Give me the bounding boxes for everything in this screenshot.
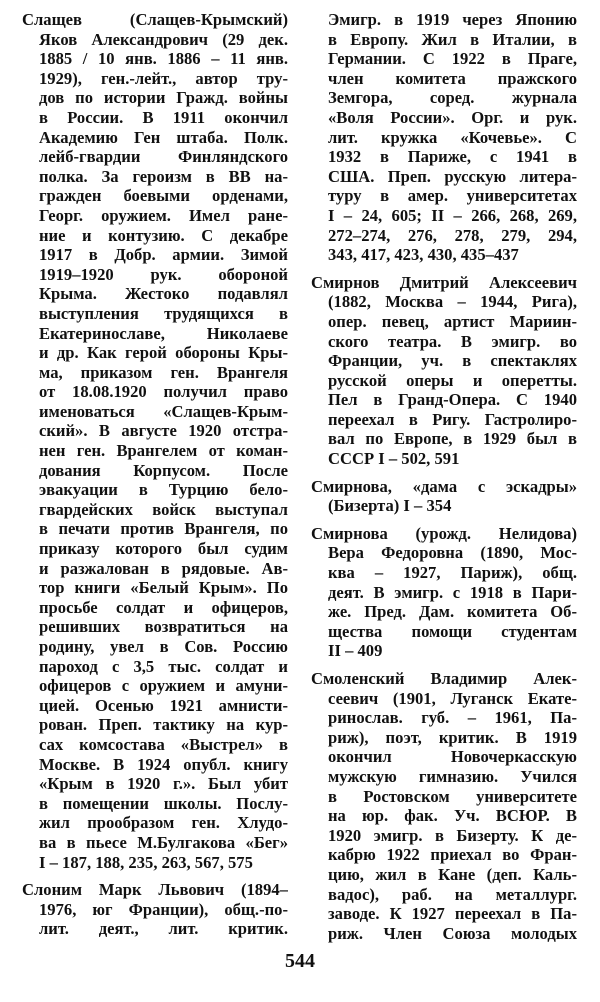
entry-text-line: риж), поэт, критик. В 1919 <box>328 727 577 747</box>
entry-text-line: просьбе солдат и офицеров, <box>39 597 288 617</box>
entry-text-line: пароход с 3,5 тыс. солдат и <box>39 656 288 676</box>
entry-text-line: нен ген. Врангелем от коман- <box>39 441 288 461</box>
entry-text-line: член комитета пражского <box>328 68 577 88</box>
entry-text-line: цией. Осенью 1921 амнисти- <box>39 695 288 715</box>
entry-heading-line: Смирнов Дмитрий Алексеевич <box>311 272 577 292</box>
entry-text-line: Яков Александрович (29 дек. <box>39 29 288 49</box>
entry-text-line: I – 24, 605; II – 266, 268, 269, <box>328 205 577 225</box>
entry-text-line: 1919–1920 рук. обороной <box>39 264 288 284</box>
right-column <box>311 10 577 951</box>
entry-text-line: в Ростовском университете <box>328 786 577 806</box>
entry-heading-line: Слащев (Слащев-Крымский) <box>22 10 288 29</box>
entry-text-line: 1917 в Добр. армии. Зимой <box>39 245 288 265</box>
entry-text-line: русской оперы и оперетты. <box>328 370 577 390</box>
entry-text-line: 1929), ген.-лейт., автор тру- <box>39 68 288 88</box>
entry-text-line: деят. В эмигр. с 1918 в Пари- <box>328 582 577 602</box>
entry-text-line: дования Корпусом. После <box>39 460 288 480</box>
entry-text-line: рован. Преп. тактику на кур- <box>39 715 288 735</box>
entry-text-line: решивших возвратиться на <box>39 617 288 637</box>
entry-text-line: II – 409 <box>328 641 383 661</box>
entry-text-line: мужскую гимназию. Учился <box>328 766 577 786</box>
entry-text-line: кабрю 1922 приехал во Фран- <box>328 845 577 865</box>
entry-text-line: Москве. В 1924 опубл. книгу <box>39 754 288 774</box>
entry-text-line: дов по истории Гражд. войны <box>39 88 288 108</box>
entry-text-line: ский». В августе 1920 отстра- <box>39 421 288 441</box>
entry-text-line: 343, 417, 423, 430, 435–437 <box>328 245 519 265</box>
entry-text-line: риж. Член Союза молодых <box>328 923 577 943</box>
entry-text-line: щества помощи студентам <box>328 621 577 641</box>
entry-text-line: вадос), раб. на металлург. <box>328 884 577 904</box>
entry-text-line: туру в амер. университетах <box>328 186 577 206</box>
page-number: 544 <box>285 950 315 972</box>
entry-text-line: на юр. фак. Уч. ВСЮР. В <box>328 806 577 826</box>
entry-text-line: в России. В 1911 окончил <box>39 107 288 127</box>
entry-text-line: заводе. К 1927 переехал в Па- <box>328 904 577 924</box>
entry-text-line: «Воля России». Орг. и рук. <box>328 107 577 127</box>
entry-text-line: 1932 в Париже, с 1941 в <box>328 147 577 167</box>
entry-text-line: Эмигр. в 1919 через Японию <box>328 10 577 29</box>
entry-text-line: Георг. оружием. Имел ране- <box>39 205 288 225</box>
entry-text-line: эвакуации в Турцию бело- <box>39 480 288 500</box>
entry-text-line: окончил Новочеркасскую <box>328 747 577 767</box>
entry-text-line: и разжалован в рядовые. Ав- <box>39 558 288 578</box>
entry-text-line: 1920 эмигр. в Бизерту. К де- <box>328 825 577 845</box>
entry-text-line: гражден боевыми орденами, <box>39 186 288 206</box>
entry-text-line: лит. деят., лит. критик. <box>39 919 288 939</box>
entry-text-line: сах комсостава «Выстрел» в <box>39 734 288 754</box>
dictionary-entry <box>311 669 577 943</box>
entry-text-line: в печати против Врангеля, по <box>39 519 288 539</box>
entry-text-line: (Бизерта) I – 354 <box>328 496 452 516</box>
entry-text-line: 272–274, 276, 278, 279, 294, <box>328 225 577 245</box>
entry-text-line: и др. Как герой обороны Кры- <box>39 343 288 363</box>
entry-heading-line: Смоленский Владимир Алек- <box>311 669 577 688</box>
entry-text-line: офицеров с оружием и амуни- <box>39 676 288 696</box>
entry-text-line: жил прообразом ген. Хлудо- <box>39 813 288 833</box>
entry-text-line: Германии. С 1922 в Праге, <box>328 49 577 69</box>
entry-text-line: ма, приказом ген. Врангеля <box>39 362 288 382</box>
entry-text-line: Земгора, соред. журнала <box>328 88 577 108</box>
entry-text-line: гвардейских войск выступал <box>39 499 288 519</box>
entry-text-line: (1882, Москва – 1944, Рига), <box>328 292 577 312</box>
entry-text-line: США. Преп. русскую литера- <box>328 166 577 186</box>
entry-text-line: в Европу. Жил в Италии, в <box>328 29 577 49</box>
entry-heading-line: Смирнова (урожд. Нелидова) <box>311 523 577 543</box>
entry-text-line: Вера Федоровна (1890, Мос- <box>328 543 577 563</box>
entry-text-line: I – 187, 188, 235, 263, 567, 575 <box>39 852 253 872</box>
entry-text-line: лит. кружка «Кочевье». С <box>328 127 577 147</box>
entry-text-line: ние и контузию. С декабре <box>39 225 288 245</box>
entry-text-line: сеевич (1901, Луганск Екате- <box>328 688 577 708</box>
dictionary-entry <box>311 10 577 265</box>
entry-text-line: ва в пьесе М.Булгакова «Бег» <box>39 832 288 852</box>
entry-text-line: 1885 / 10 янв. 1886 – 11 янв. <box>39 49 288 69</box>
dictionary-entry <box>311 273 577 469</box>
entry-text-line: ского театра. В эмигр. во <box>328 331 577 351</box>
entry-heading-line: Слоним Марк Львович (1894– <box>22 880 288 900</box>
entry-text-line: от 18.08.1920 получил право <box>39 382 288 402</box>
entry-text-line: Екатеринославе, Николаеве <box>39 323 288 343</box>
entry-text-line: вал по Европе, в 1929 был в <box>328 429 577 449</box>
entry-text-line: выступления трудящихся в <box>39 303 288 323</box>
entry-text-line: переехал в Ригу. Гастролиро- <box>328 409 577 429</box>
entry-text-line: лейб-гвардии Финляндского <box>39 147 288 167</box>
entry-text-line: в помещении школы. Послу- <box>39 793 288 813</box>
entry-text-line: приказу которого был судим <box>39 539 288 559</box>
entry-text-line: же. Пред. Дам. комитета Об- <box>328 602 577 622</box>
entry-text-line: Крыма. Жестоко подавлял <box>39 284 288 304</box>
entry-text-line: тор книги «Белый Крым». По <box>39 578 288 598</box>
dictionary-entry <box>311 477 577 516</box>
left-column <box>22 10 288 947</box>
entry-text-line: опер. певец, артист Мариин- <box>328 311 577 331</box>
entry-text-line: Академию Ген штаба. Полк. <box>39 127 288 147</box>
dictionary-entry <box>22 880 288 939</box>
entry-text-line: именоваться «Слащев-Крым- <box>39 401 288 421</box>
entry-text-line: полка. За героизм в ВВ на- <box>39 166 288 186</box>
entry-text-line: Франции, уч. в спектаклях <box>328 351 577 371</box>
entry-text-line: родину, увел в Сов. Россию <box>39 637 288 656</box>
dictionary-entry <box>22 10 288 872</box>
entry-text-line: ква – 1927, Париж), общ. <box>328 563 577 583</box>
dictionary-entry <box>311 524 577 661</box>
entry-text-line: Пел в Гранд-Опера. С 1940 <box>328 390 577 410</box>
entry-text-line: цию, жил в Кане (деп. Каль- <box>328 864 577 884</box>
entry-text-line: ринослав. губ. – 1961, Па- <box>328 708 577 728</box>
entry-text-line: 1976, юг Франции), общ.-по- <box>39 899 288 919</box>
entry-text-line: «Крым в 1920 г.». Был убит <box>39 774 288 794</box>
entry-heading-line: Смирнова, «дама с эскадры» <box>311 476 577 496</box>
entry-text-line: СССР I – 502, 591 <box>328 449 460 469</box>
